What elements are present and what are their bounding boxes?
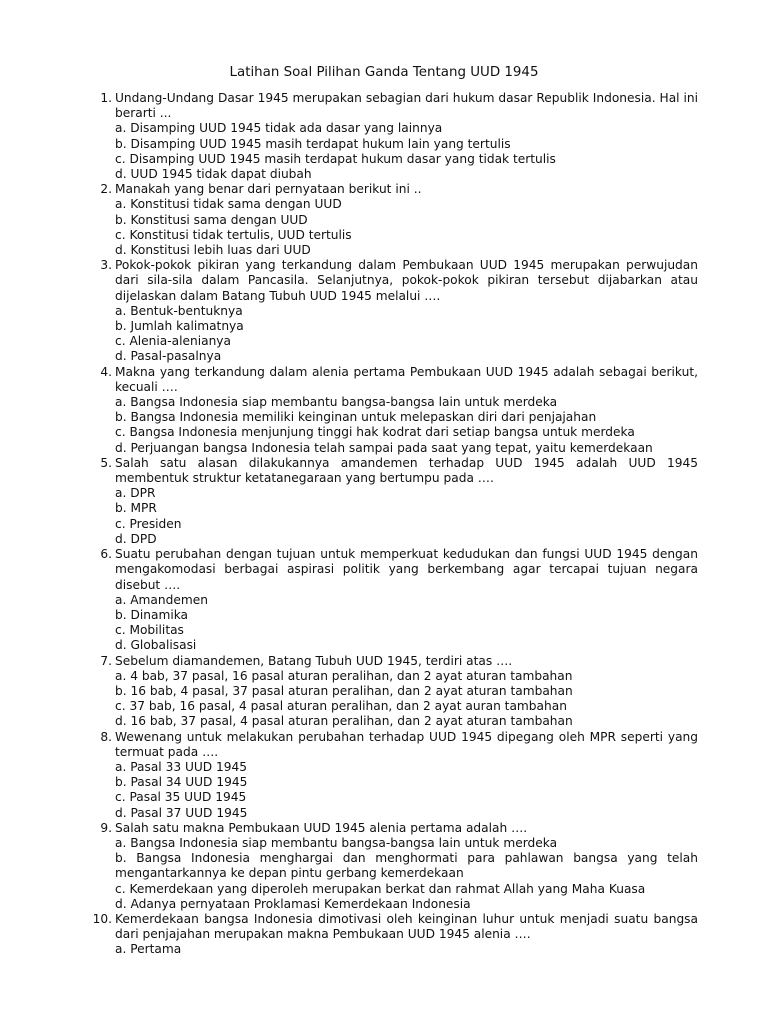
answer-option: a. 4 bab, 37 pasal, 16 pasal aturan peralihan, dan 2 ayat aturan tambahan (115, 668, 573, 683)
answer-option: b. MPR (115, 501, 157, 516)
question-number: 7. (100, 653, 112, 668)
answer-option: d. Pasal 37 UUD 1945 (115, 805, 248, 820)
answer-option: c. Presiden (115, 516, 182, 531)
question-item (88, 654, 698, 730)
answer-option: a. Pertama (115, 942, 182, 957)
question-item (88, 182, 698, 258)
question-number: 5. (100, 455, 112, 470)
answer-option: d. DPD (115, 531, 157, 546)
answer-option: c. Mobilitas (115, 623, 184, 638)
answer-option: d. Pasal-pasalnya (115, 349, 222, 364)
question-text: Suatu perubahan dengan tujuan untuk memperkuat kedudukan dan fungsi UUD 1945 dengan mengakomodasi berbagai aspirasi politik yang berkembang agar tercapai tujuan negara disebut …. (115, 547, 698, 592)
question-list (88, 91, 698, 958)
answer-option: d. Perjuangan bangsa Indonesia telah sampai pada saat yang tepat, yaitu kemerdekaan (115, 440, 653, 455)
answer-option: c. Kemerdekaan yang diperoleh merupakan berkat dan rahmat Allah yang Maha Kuasa (115, 881, 646, 896)
answer-option: a. Bangsa Indonesia siap membantu bangsa-bangsa lain untuk merdeka (115, 395, 558, 410)
question-item (88, 821, 698, 912)
answer-option: b. Bangsa Indonesia memiliki keinginan untuk melepaskan diri dari penjajahan (115, 410, 597, 425)
answer-option: d. Adanya pernyataan Proklamasi Kemerdekaan Indonesia (115, 896, 471, 911)
answer-option: c. Konstitusi tidak tertulis, UUD tertulis (115, 227, 352, 242)
question-text: Undang-Undang Dasar 1945 merupakan sebagian dari hukum dasar Republik Indonesia. Hal ini berarti ... (115, 91, 698, 121)
question-number: 10. (92, 911, 112, 926)
question-item (88, 730, 698, 821)
question-number: 9. (100, 820, 112, 835)
question-text: Pokok-pokok pikiran yang terkandung dalam Pembukaan UUD 1945 merupakan perwujudan dari sila-sila dalam Pancasila. Selanjutnya, pokok-pokok pikiran tersebut dijabarkan atau dijelaskan dalam Batang Tubuh UUD 1945 melalui …. (115, 258, 698, 303)
question-number: 1. (100, 91, 112, 105)
answer-option: d. UUD 1945 tidak dapat diubah (115, 167, 312, 182)
answer-option: a. Bangsa Indonesia siap membantu bangsa-bangsa lain untuk merdeka (115, 835, 558, 850)
answer-option: b. Dinamika (115, 607, 189, 622)
answer-option: b. Konstitusi sama dengan UUD (115, 212, 308, 227)
question-item (88, 365, 698, 456)
answer-option: a. Bentuk-bentuknya (115, 303, 243, 318)
question-item (88, 456, 698, 547)
answer-option: a. Disamping UUD 1945 tidak ada dasar yang lainnya (115, 121, 443, 136)
question-item (88, 258, 698, 364)
answer-option: c. Disamping UUD 1945 masih terdapat hukum dasar yang tidak tertulis (115, 151, 556, 166)
question-number: 3. (100, 258, 112, 273)
answer-option: b. Bangsa Indonesia menghargai dan menghormati para pahlawan bangsa yang telah mengantarkannya ke depan pintu gerbang kemerdekaan (115, 851, 698, 881)
question-item (88, 547, 698, 653)
answer-option: d. Konstitusi lebih luas dari UUD (115, 243, 311, 258)
answer-option: d. Globalisasi (115, 638, 197, 653)
question-number: 4. (100, 364, 112, 379)
answer-option: c. Bangsa Indonesia menjunjung tinggi hak kodrat dari setiap bangsa untuk merdeka (115, 425, 635, 440)
question-text: Makna yang terkandung dalam alenia pertama Pembukaan UUD 1945 adalah sebagai berikut, kecuali …. (115, 364, 698, 394)
answer-option: c. Alenia-alenianya (115, 334, 231, 349)
question-text: Sebelum diamandemen, Batang Tubuh UUD 1945, terdiri atas …. (115, 653, 513, 668)
question-number: 6. (100, 547, 112, 562)
answer-option: b. Jumlah kalimatnya (115, 319, 244, 334)
question-text: Wewenang untuk melakukan perubahan terhadap UUD 1945 dipegang oleh MPR seperti yang termuat pada …. (115, 729, 698, 759)
answer-option: a. Amandemen (115, 592, 208, 607)
answer-option: c. Pasal 35 UUD 1945 (115, 790, 247, 805)
answer-option: b. Disamping UUD 1945 masih terdapat hukum lain yang tertulis (115, 136, 511, 151)
question-number: 8. (100, 729, 112, 744)
question-text: Salah satu makna Pembukaan UUD 1945 alenia pertama adalah …. (115, 820, 528, 835)
answer-option: a. DPR (115, 486, 156, 501)
question-text: Kemerdekaan bangsa Indonesia dimotivasi oleh keinginan luhur untuk menjadi suatu bangsa dari penjajahan merupakan makna Pembukaan UUD 1945 alenia …. (115, 911, 698, 942)
answer-option: c. 37 bab, 16 pasal, 4 pasal aturan peralihan, dan 2 ayat auran tambahan (115, 699, 567, 714)
question-text: Salah satu alasan dilakukannya amandemen terhadap UUD 1945 adalah UUD 1945 membentuk struktur ketatanegaraan yang bertumpu pada …. (115, 455, 698, 486)
document-title: Latihan Soal Pilihan Ganda Tentang UUD 1945 (229, 65, 539, 80)
answer-option: b. 16 bab, 4 pasal, 37 pasal aturan peralihan, dan 2 ayat aturan tambahan (115, 683, 573, 698)
answer-option: a. Pasal 33 UUD 1945 (115, 759, 248, 774)
question-text: Manakah yang benar dari pernyataan berikut ini .. (115, 182, 422, 197)
answer-option: b. Pasal 34 UUD 1945 (115, 775, 248, 790)
question-number: 2. (100, 182, 112, 197)
question-item (88, 912, 698, 958)
answer-option: d. 16 bab, 37 pasal, 4 pasal aturan peralihan, dan 2 ayat aturan tambahan (115, 714, 573, 729)
question-item (88, 91, 698, 182)
answer-option: a. Konstitusi tidak sama dengan UUD (115, 197, 342, 212)
